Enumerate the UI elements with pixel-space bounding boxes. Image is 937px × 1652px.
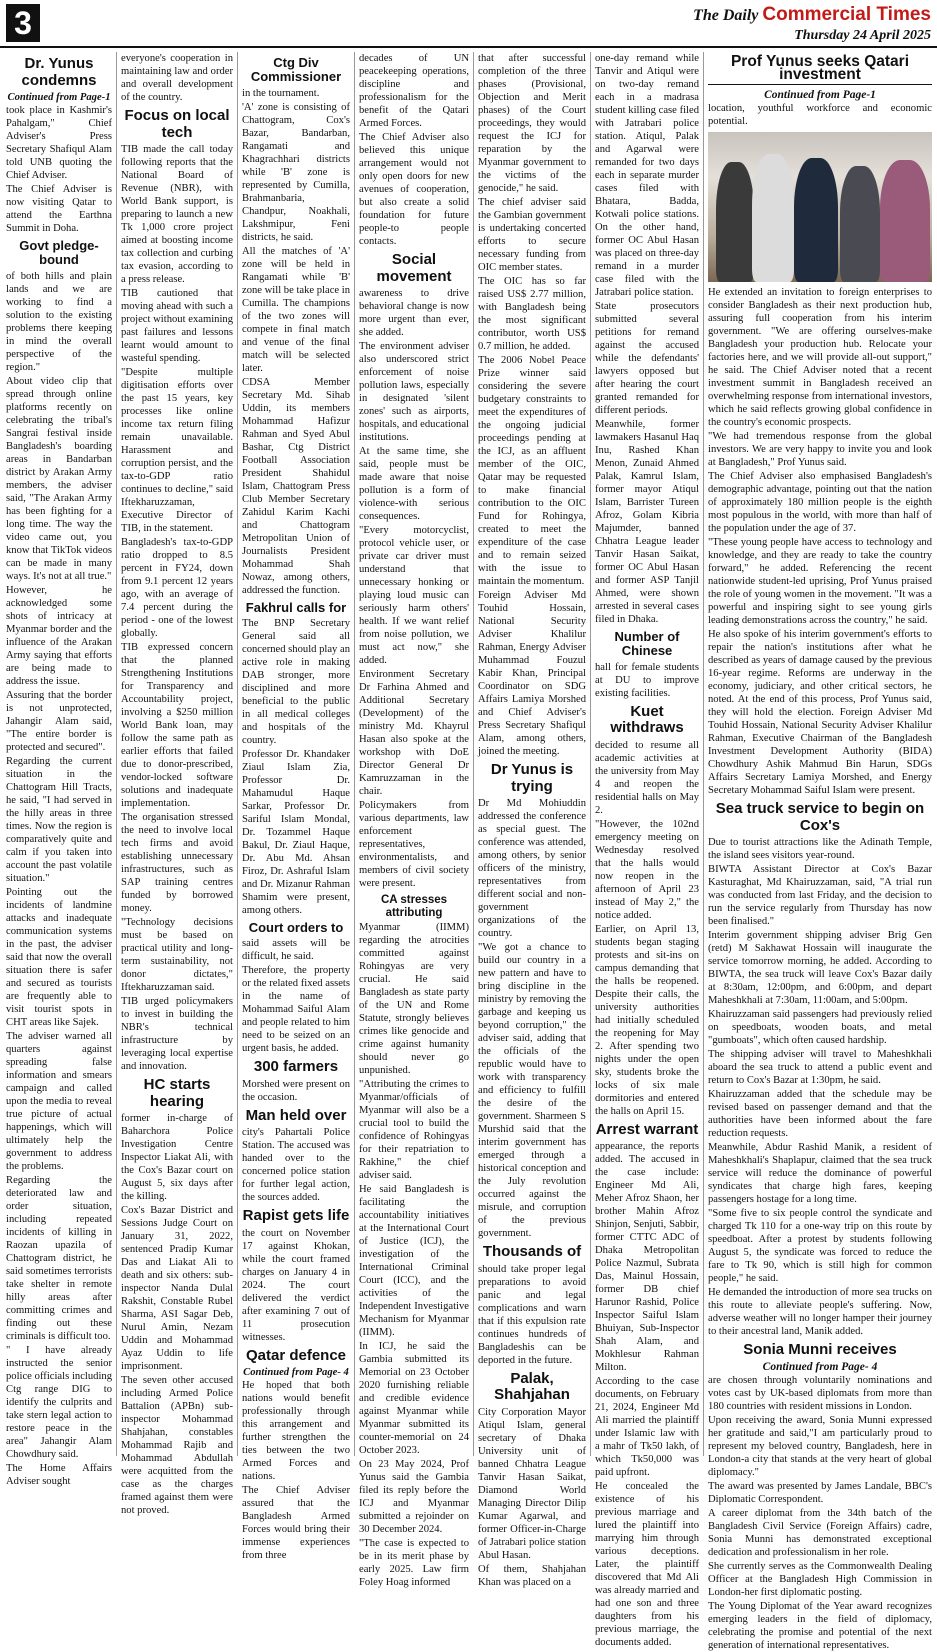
headline: Court orders to — [248, 919, 344, 935]
paragraph: Therefore, the property or the related fixed assets in the name of Mohammad Saiful Alam and people related to him need to be seized on an urgent basis, he added. — [242, 965, 350, 1055]
paragraph: "Some five to six people control the syndicate and charged Tk 110 for a one-way trip on this route by speedboat. After a protest by students following August 5, the syndicate was forced to reduce the fare to Tk 90, which is still high for common people," he said. — [708, 1208, 932, 1284]
paragraph: said assets will be difficult, he said. — [242, 938, 350, 963]
column-1 — [4, 52, 114, 1487]
paragraph: At the same time, she said, people must be made aware that noise pollution is a form of violence-with serious consequences. — [359, 446, 469, 522]
paragraph: 'A' zone is consisting of Chattogram, Cox's Bazar, Bandarban, Rangamati and Khagrachhari districts while 'B' zone is represented by Cumilla, Brahmanbaria, Chandpur, Noakhali, Lakshmipur, Feni districts, he said. — [242, 101, 350, 243]
paragraph: Regarding the deteriorated law and order situation, including repeated incidents of killing in Raozan upazila of Chattogram district, he said sometimes terrorists take shelter in remote hilly areas after committing crimes and finding out these criminals is difficult too. — [6, 1174, 112, 1342]
paper-prefix: The Daily — [693, 7, 759, 24]
headline: Arrest warrant — [595, 1120, 699, 1138]
paragraph: "However, the 102nd emergency meeting on Wednesday resolved that the halls would now reopen in the afternoon of April 23 instead of May 2," the notice added. — [595, 818, 699, 921]
paragraph: The organisation stressed the need to involve local tech firms and avoid establishing unnecessary infrastructures, such as SAP training centres funded by borrowed money. — [121, 812, 233, 914]
paragraph: "Every motorcyclist, protocol vehicle user, or private car driver must understand that unnecessary honking or playing loud music can seriously harm others' health. If we want relief from noise pollution, we must act now," she added. — [359, 525, 469, 666]
paragraph: The OIC has so far raised US$ 2.77 million, with Bangladesh being the most significant contributor, worth US$ 0.7 million, he added. — [478, 276, 586, 352]
paragraph: He extended an invitation to foreign enterprises to consider Bangladesh as their next production hub, assuring full cooperation from his interim government. "We are offering ourselves-make Bangladesh your production hub. Relocate your factories here, and we will provide all-out support," he said. The Chief Adviser noted that a recent investment summit in Bangladesh received an overwhelming response from international investors, which he said reflects growing global confidence in the country's economic prospects. — [708, 287, 932, 428]
paragraph: He said Bangladesh is facilitating the accountability initiatives at the International Court of Justice (ICJ), the investigation of the International Criminal Court (ICC), and the activities of the Independent Investigative Mechanism for Myanmar (IIMM). — [359, 1184, 469, 1339]
column-divider — [116, 52, 117, 1456]
headline: Social movement — [376, 251, 452, 285]
continued-note: Continued from Page- 4 — [243, 1367, 349, 1379]
headline: Sonia Munni receives — [743, 1341, 897, 1358]
paragraph: "We got a chance to build our country in a new pattern and have to bring discipline in the ministry by removing the garbage and keeping us beyond corruption," the adviser said, adding that the officials of the republic would have to work with transparency and efficiency to fulfill the desire of the government. Sharmeen S Murshid said that the interim government has emerged through a historical conception and the July revolution occurred against the misrule, and corruption of the previous government. — [478, 942, 586, 1239]
paragraph: TIB expressed concern that the planned Strengthening Institutions for Transparency and Accountability project, involving a $250 million World Bank loan, may follow the same path as earlier efforts that failed due to donor-prescribed, vendor-locked software solutions and inadequate implementation. — [121, 642, 233, 809]
photo-figure — [880, 160, 930, 282]
paragraph: The chief adviser said the Gambian government is undertaking concerted efforts to secure necessary funding from OIC member states. — [478, 197, 586, 273]
paragraph: BIWTA Assistant Director at Cox's Bazar Kasturaghat, Md Khairuzzaman, said, "A trial run was conducted from last Friday, and the decision to run the service regularly from Thursday has now been finalised." — [708, 864, 932, 927]
paragraph: Foreign Adviser Md Touhid Hossain, National Security Adviser Khalilur Rahman, Energy Adviser Muhammad Fouzul Kabir Khan, Principal Coordinator on SDG Affairs Lamiya Morshed and Chief Adviser's Press Secretary Shafiqul Alam, among others, joined the meeting. — [478, 590, 586, 757]
paragraph: Khairuzzaman added that the schedule may be revised based on passenger demand and that the authorities have been informed about the fare reduction requests. — [708, 1089, 932, 1139]
paragraph: The adviser warned all quarters against spreading false information and smears campaign and called upon the media to reveal true picture of actual happenings, which will ultimately help the government to address the problems. — [6, 1030, 112, 1172]
news-photo — [708, 132, 932, 282]
paragraph: "Technology decisions must be based on practical utility and long-term sustainability, not donor dictates," Iftekharuzzaman said. — [121, 917, 233, 993]
paragraph: He also spoke of his interim government's efforts to repair the nation's institutions after what he described as years of damage caused by the previous 16-year regime. Reforms are underway in the economy, judiciary, and other critical sectors, he noted. At the end of this process, Prof Yunus said, they will hold the election. Foreign Adviser Md Touhid Hossain, National Security Adviser Khalilur Rahman, Executive Chairman of the Bangladesh Investment Development Authority (BIDA) Chowdhury Ashik Mahmud Bin Harun, SDGs Affairs Secretary Lamiya Morshed, and Energy Secretary Mohammad Saiful Islam were present. — [708, 629, 932, 796]
paragraph: TIB urged policymakers to invest in building the NBR's technical infrastructure by leveraging local expertise and innovation. — [121, 996, 233, 1072]
paper-brand: Commercial Times — [762, 4, 931, 25]
paragraph: that after successful completion of the three phases (Provisional, Objection and Merit phases) of the Court proceedings, they would request the ICJ for reparation by the Myanmar government to the victims of the genocide," he said. — [478, 53, 586, 194]
headline: Kuet withdraws — [610, 702, 684, 737]
paragraph: Myanmar (IIMM) regarding the atrocities committed against Rohingyas are very crucial. He said Bangladesh as state party of the UN and Rome Statute, strongly believes crimes like genocide and crime against humanity should never go unpunished. — [359, 922, 469, 1077]
paragraph: "The case is expected to be in its merit phase by early 2025. Law firm Foley Hoag informed — [359, 1538, 469, 1589]
paragraph: everyone's cooperation in maintaining law and order and overall development of the country. — [121, 53, 233, 103]
paragraph: State prosecutors submitted several petitions for remand against the accused while the defendants' lawyers opposed but after hearing the court granted remanded for different periods. — [595, 301, 699, 416]
paragraph: should take proper legal preparations to avoid panic and legal complications and warn that if this expulsion rate continues hundreds of Bangladeshis can be deported in the future. — [478, 1263, 586, 1366]
column-divider — [703, 52, 704, 1456]
continued-note: Continued from Page-1 — [764, 89, 876, 101]
headline: Man held over — [245, 1106, 347, 1124]
column-6 — [593, 52, 701, 1649]
paragraph: City Corporation Mayor Atiqul Islam, general secretary of Dhaka University unit of banned Chhatra League Tanvir Hasan Saikat, Diamond World Managing Director Dilip Kumar Agarwal, and former Officer-in-Charge of Jatrabari police station Abul Hasan. — [478, 1406, 586, 1561]
paragraph: decades of UN peacekeeping operations, discipline and professionalism for the benefit of the Qatari Armed Forces. — [359, 53, 469, 129]
photo-figure — [794, 158, 838, 282]
paragraph: Khairuzzaman said passengers had previously relied on speedboats, wooden boats, and metal "gumboats", which often caused hardship. — [708, 1009, 932, 1046]
paragraph: " I have already instructed the senior police officials including Ctg range DIG to identify the culprits and take stern legal action to restore peace in the area" Jahangir Alam Chowdhury said. — [6, 1344, 112, 1460]
paragraph: He concealed the existence of his previous marriage and lured the plaintiff into marrying him through various deceptions. Later, the plaintiff discovered that Md Ali was already married and had one son and three daughters from his previous marriage, the documents added. — [595, 1481, 699, 1649]
paragraph: The seven other accused including Armed Police Battalion (APBn) sub-inspector Mohammad Shahjahan, constables Mohammad Rajib and Mohammad Abdullah were acquitted from the case as the charges framed against them were not proved. — [121, 1375, 233, 1516]
paragraph: Interim government shipping adviser Brig Gen (retd) M Sakhawat Hossain will inaugurate the service tomorrow morning, he added. According to BIWTA, the sea truck will leave Cox's Bazar daily at 8:30am, 12:00pm, and 6:00pm, and depart Maheshkhali at 7:30am, 11:00am, and 5:00pm. — [708, 930, 932, 1006]
headline: Dr Yunus is trying — [490, 761, 574, 795]
paragraph: Due to tourist attractions like the Adinath Temple, the island sees visitors year-round. — [708, 837, 932, 861]
paragraph: former in-charge of Baharchora Police Investigation Centre Inspector Liakat Ali, with the Cox's Bazar court on August 5, six days after the killing. — [121, 1113, 233, 1202]
lead-headline: Prof Yunus seeks Qatari investment — [708, 52, 932, 85]
paragraph: Upon receiving the award, Sonia Munni expressed her gratitude and said,"I am particularly proud to represent my beloved country, Bangladesh, here in London-a city that stands at the very heart of global diplomacy." — [708, 1414, 932, 1478]
paragraph: city's Pahartali Police Station. The accused was handed over to the concerned police station for further legal action, the sources added. — [242, 1127, 350, 1204]
paragraph: CDSA Member Secretary Md. Sihab Uddin, its members Mohammad Hafizur Rahman and Syed Abul Bashar, Ctg District Football Association President Shahidul Islam, Chattogram Press Club Member Secretary Zahidul Karim Kachi and Chattogram Metropolitan Union of Journalists President Mohammad Shah Nowaz, among others, addressed the function. — [242, 376, 350, 596]
paragraph: awareness to drive behavioral change is now more urgent than ever, she added. — [359, 288, 469, 338]
headline: Rapist gets life — [242, 1207, 350, 1225]
paragraph: Environment Secretary Dr Farhina Ahmed and Additional Secretary (Development) of the ministry Md. Khayrul Hasan also spoke at the workshop with DoE Director General Dr Kamruzzaman in the chair. — [359, 669, 469, 797]
headline: 300 farmers — [253, 1058, 339, 1076]
photo-figure — [840, 166, 880, 282]
paragraph: hall for female students at DU to improve existing facilities. — [595, 661, 699, 699]
paragraph: The Chief Adviser is now visiting Qatar to attend the Earthna Summit in Doha. — [6, 184, 112, 234]
paragraph: A career diplomat from the 34th batch of the Bangladesh Civil Service (Foreign Affairs) cadre, Sonia Munni has demonstrated exceptional dedication and professionalism in her role. — [708, 1507, 932, 1558]
headline: Number of Chinese — [614, 629, 680, 659]
masthead-rule — [0, 46, 937, 48]
paragraph: Regarding the current situation in the Chattogram Hill Tracts, he said, "I had served in the hilly areas in three times. Now the region is comparatively quite and calm if you taken into account the past volatile situation." — [6, 755, 112, 884]
paragraph: The 2006 Nobel Peace Prize winner said considering the severe budgetary constraints to meet the expenditures of the ongoing judicial proceedings pending at the ICJ, as an affluent member of the OIC, Qatar may be requested to make financial contribution to the OIC Fund for Rohingya, created to meet the expenditure of the case and to remain seized with the issue to maintain the momentum. — [478, 355, 586, 587]
headline: Dr. Yunus condemns — [21, 55, 97, 89]
masthead — [0, 0, 937, 46]
headline: HC starts hearing — [143, 1076, 211, 1110]
paragraph: Professor Dr. Khandaker Ziaul Islam Zia, Professor Dr. Mahamudul Haque Sarkar, Professor Dr. Sariful Islam Mondal, Dr. Tozammel Haque Bakul, Dr. Ziaul Haque, Dr. Abu Md. Ahsan Firoz, Dr. Ashraful Islam and Dr. Mizanur Rahman Shamim were present, among others. — [242, 748, 350, 916]
paragraph: of both hills and plain lands and we are working to find a solution to the existing problems there keeping in mind the overall perspective of the region." — [6, 270, 112, 373]
paragraph: took place in Kashmir's Pahalgam," Chief Adviser's Press Secretary Shafiqul Alam told UNB quoting the Chief Adviser. — [6, 105, 112, 181]
paragraph: In ICJ, he said the Gambia submitted its Memorial on 23 October 2020 furnishing reliable and credible evidence against Myanmar while Myanmar submitted its counter-memorial on 24 October 2023. — [359, 1341, 469, 1457]
paragraph: "Attributing the crimes to Myanmar/officials of Myanmar will also be a crucial tool to build the confidence of Rohingyas for their repatriation to Rakhine," the chief adviser said. — [359, 1079, 469, 1182]
paragraph: "Despite multiple digitisation efforts over the past 15 years, key processes like online income tax return filing remain unavailable. Harassment and corruption persist, and the tax-to-GDP ratio continues to decline," said Iftekharuzzaman, Executive Director of TIB, in the statement. — [121, 367, 233, 534]
paper-name — [693, 4, 931, 26]
paragraph: Policymakers from various departments, law enforcement representatives, environmentalists, and members of civil society were present. — [359, 800, 469, 889]
paragraph: He demanded the introduction of more sea trucks on this route to alleviate people's suffering. Now, adverse weather will no longer hamper their journey to their ancestral land, Manik added. — [708, 1287, 932, 1337]
paragraph: Assuring that the border is not unprotected, Jahangir Alam said, "The entire border is protected and secured". — [6, 689, 112, 753]
paragraph: decided to resume all academic activities at the university from May 4 and reopen the residential halls on May 2. — [595, 739, 699, 816]
paragraph: The BNP Secretary General said all concerned should play an active role in making DAB stronger, more disciplined and more beneficial to the public in all medical colleges and hospitals of the country. — [242, 617, 350, 746]
paragraph: Bangladesh's tax-to-GDP ratio dropped to 8.5 percent in FY24, down from 9.1 percent 12 years ago, with an average of 7.4 percent during the period - one of the lowest globally. — [121, 537, 233, 639]
headline: Govt pledge-bound — [19, 238, 99, 268]
column-4 — [357, 52, 471, 1589]
paragraph: The Chief Adviser also emphasised Bangladesh's demographic advantage, pointing out that the nation of approximately 180 million people is the eighth most populous in the world, with more than half of the population under the age of 37. — [708, 471, 932, 534]
continued-note: Continued from Page-1 — [7, 92, 111, 103]
paragraph: He hoped that both nations would benefit professionally through this arrangement and further strengthen the ties between the two Armed Forces and nations. — [242, 1380, 350, 1483]
headline: Ctg Div Commissioner — [250, 55, 342, 85]
headline: Thousands of — [482, 1243, 582, 1260]
column-5 — [476, 52, 588, 1588]
paragraph: "We had tremendous response from the global investors. We are very happy to invite you and look at Bangladesh," Prof Yunus said. — [708, 431, 932, 468]
column-divider — [473, 52, 474, 1456]
paragraph: in the tournament. — [242, 87, 320, 99]
continued-note: Continued from Page- 4 — [762, 1360, 878, 1373]
paragraph: location, youthful workforce and economic potential. — [708, 103, 932, 127]
paragraph: The Chief Adviser also believed this unique arrangement would not only open doors for new avenues of cooperation, but also create a solid foundation for future people-to people contacts. — [359, 132, 469, 247]
paragraph: The Chief Adviser assured that the Bangladesh Armed Forces would bring their immense experiences from three — [242, 1485, 350, 1562]
column-divider — [237, 52, 238, 1456]
paragraph: one-day remand while Tanvir and Atiqul were on two-day remand each in a madrasa student killing case filed with Jatrabari police station. Atiqul, Palak and Agarwal were remanded for two days each in separate murder cases filed with Bhatara, Badda, Kotwali police stations. On the other hand, former OC Abul Hasan was placed on three-day remand in a murder case filed with the Jatrabari police station. — [595, 53, 699, 298]
paragraph: Cox's Bazar District and Sessions Judge Court on January 31, 2022, sentenced Pradip Kumar Das and Liakat Ali to death and six others: sub-inspector Nanda Dulal Rakshit, Constable Rubel Sharma, ASI Sagar Deb, Nurul Amin, Nezam Uddin and Mohammad Ayaz Uddin to life imprisonment. — [121, 1205, 233, 1372]
page-number: 3 — [6, 4, 40, 42]
paragraph: Of them, Shahjahan Khan was placed on a — [478, 1563, 586, 1588]
paragraph: About video clip that spread through online platforms recently on celebrating the tribal's Sangrai festival inside Bangladesh's boarding areas in Bandarban district by Arakan Army members, the adviser said, "The Arakan Army has been fighting for a long time. The way the video came out, you know that TikTok videos can be made in many ways. It's not at all true." — [6, 375, 112, 582]
photo-figure — [752, 154, 794, 282]
column-3 — [240, 52, 352, 1562]
paragraph: The award was presented by James Landale, BBC's Diplomatic Correspondent. — [708, 1480, 932, 1505]
paragraph: All the matches of 'A' zone will be held in Rangamati while 'B' zone will be take place in Cumilla. The champions of the two zones will compete in final match and venue of the final match will be selected later. — [242, 245, 350, 374]
issue-date: Thursday 24 April 2025 — [794, 28, 931, 43]
paragraph: appearance, the reports added. The accused in the case include: Engineer Md Ali, Meher Afroz Shaon, her brother Mahin Afroz Shinjon, Senjuti, Sabbir, former CTTC ADC of Dhaka Metropolitan Police Nazmul, Subrata Das, Mainul Hossain, former DB chief Harunor Rashid, Police Inspector Saiful Islam Bhuiyan, Sub-Inspector Shah Alam, and Mokhlesur Rahman Milton. — [595, 1141, 699, 1374]
paragraph: TIB cautioned that moving ahead with such a project without examining past failures and lessons learnt would amount to wasteful spending. — [121, 288, 233, 364]
headline: Palak, Shahjahan — [494, 1369, 570, 1403]
paragraph: The Young Diplomat of the Year award recognizes emerging leaders in the field of diplomacy, celebrating the promise and potential of the next generation of international representatives. — [708, 1600, 932, 1651]
paragraph: She currently serves as the Commonwealth Dealing Officer at the Bangladesh High Commission in London-her first diplomatic posting. — [708, 1560, 932, 1598]
paragraph: On 23 May 2024, Prof Yunus said the Gambia filed its reply before the ICJ and Myanmar submitted a rejoinder on 30 December 2024. — [359, 1459, 469, 1536]
headline: Focus on local tech — [124, 107, 230, 141]
paragraph: "These young people have access to technology and knowledge, and they are ready to take the country forward," he added. Referencing the recent nationwide student-led uprising, Prof Yunus praised the role of young women in the movement. "It was a powerful and inspiring sight to see young girls leading demonstrations across the country," he said. — [708, 537, 932, 626]
photo-figure — [716, 162, 754, 282]
column-7 — [706, 52, 934, 1651]
paragraph: Pointing out the incidents of landmine attacks and inadequate communication systems in the past, the adviser said that now the overall situation there is safer and secured as tourists are frequently able to visit tourist spots in CHT areas like Sajek. — [6, 886, 112, 1028]
headline: Qatar defence — [245, 1346, 347, 1364]
paragraph: According to the case documents, on February 21, 2024, Engineer Md Ali married the plaintiff under Islamic law with a mahr of Tk50 lakh, of which Tk50,000 was paid upfront. — [595, 1376, 699, 1479]
paragraph: Morshed were present on the occasion. — [242, 1078, 350, 1103]
paragraph: However, he acknowledged some shots of intricacy at Myanmar border and the influence of the Arakan Army saying that efforts are being made to address the issue. — [6, 584, 112, 687]
paragraph: Meanwhile, former lawmakers Hasanul Haq Inu, Rashed Khan Menon, Zunaid Ahmed Palak, Kamrul Islam, former mayor Atiqul Islam, Barrister Tureen Afroz, Golam Kibria Majumder, banned Chhatra League leader Tanvir Hasan Saikat, former OC Abul Hasan and former ASP Tanjil Ahmed, were shown arrested in several cases filed in Dhaka. — [595, 419, 699, 625]
paragraph: Earlier, on April 13, students began staging protests and sit-ins on campus demanding that the halls be reopened. Despite their calls, the university authorities had initially scheduled the reopening for May 2. After spending two nights under the open sky, students broke the locks of six male dormitories and entered the halls on April 15. — [595, 923, 699, 1117]
headline: CA stresses attributing — [380, 894, 448, 919]
headline: Fakhrul calls for — [245, 599, 347, 615]
paragraph: are chosen through voluntarily nominations and votes cast by UK-based diplomats from more than 180 countries with resident missions in London. — [708, 1374, 932, 1412]
column-divider — [354, 52, 355, 1456]
paragraph: The environment adviser also underscored strict enforcement of noise pollution laws, especially in designated 'silent zones' such as airports, hospitals, and educational institutions. — [359, 341, 469, 443]
paragraph: TIB made the call today following reports that the National Board of Revenue (NBR), with World Bank support, is preparing to launch a new Tk 1,000 crore project aimed at boosting income tax collection and curbing tax evasion, according to a press release. — [121, 144, 233, 285]
paragraph: Meanwhile, Abdur Rashid Manik, a resident of Maheshkhali's Shaplapur, claimed that the sea truck service will reduce the dominance of powerful syndicates that charge high fares, keeping passengers hostage for a long time. — [708, 1142, 932, 1205]
paragraph: Dr Md Mohiuddin addressed the conference as special guest. The conference was attended, among others, by senior officers of the ministry, representatives from different social and non-government organizations of the country. — [478, 798, 586, 939]
headline: Sea truck service to begin on Cox's — [715, 800, 925, 834]
paragraph: The Home Affairs Adviser sought — [6, 1462, 112, 1487]
column-divider — [590, 52, 591, 1456]
column-2 — [119, 52, 235, 1516]
paragraph: The shipping adviser will travel to Maheshkhali aboard the sea truck to attend a public event and return to Cox's Bazar at 1:30pm, he said. — [708, 1049, 932, 1086]
paper-title-block — [693, 4, 931, 44]
paragraph: the court on November 17 against Khokan, while the court framed charges on January 4 in 2024. The court delivered the verdict after examining 7 out of 11 prosecution witnesses. — [242, 1227, 350, 1343]
